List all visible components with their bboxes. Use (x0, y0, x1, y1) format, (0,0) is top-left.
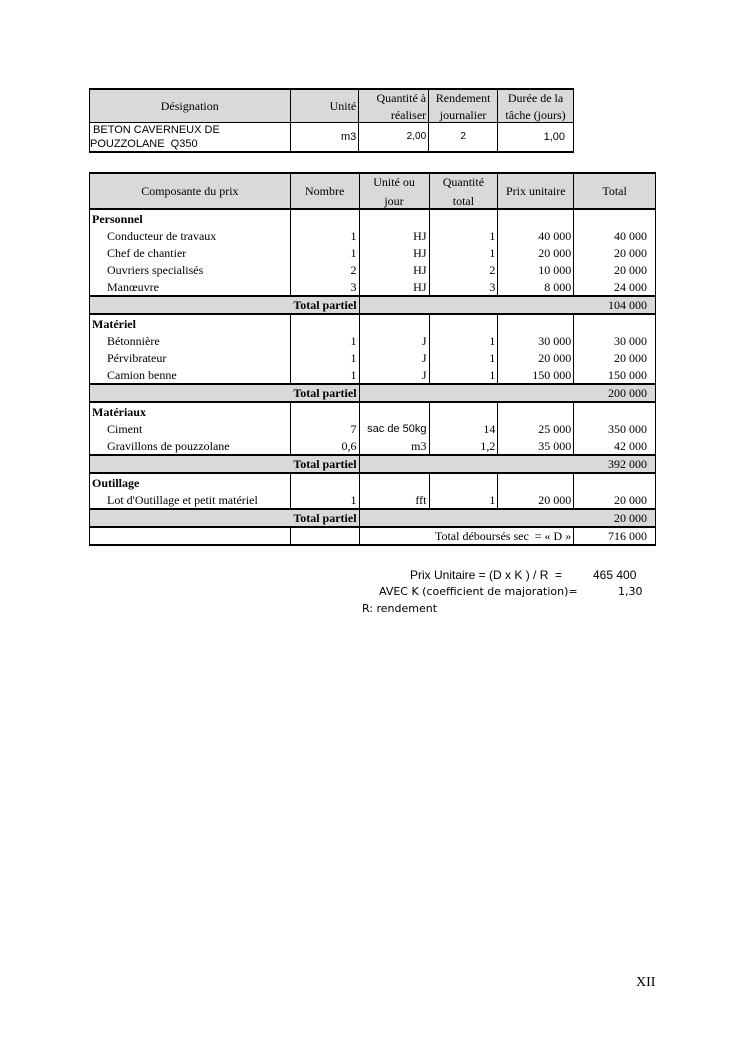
row-prix: 10 000 (498, 261, 574, 278)
empty-cell (429, 473, 498, 491)
table-row (90, 244, 656, 261)
row-unite: J (359, 349, 429, 366)
row-total: 20 000 (574, 491, 656, 509)
rendement-note: R: rendement (362, 602, 438, 615)
subtotal-value: 20 000 (574, 509, 656, 527)
row-name: Ciment (90, 420, 291, 437)
row-total: 350 000 (574, 420, 656, 437)
prix-unitaire-label: Prix Unitaire = (D x K ) / R = (410, 568, 563, 582)
empty-cell (359, 402, 429, 420)
empty-cell (429, 402, 498, 420)
row-unite: fft (359, 491, 429, 509)
header-unite-line1: Unité ou (373, 174, 415, 189)
header-quantite-total (429, 173, 498, 209)
task-row (90, 123, 574, 153)
empty-cell (498, 314, 574, 332)
empty-cell (359, 314, 429, 332)
task-table (89, 88, 574, 153)
subtotal-value: 104 000 (574, 296, 656, 314)
header-duree (498, 89, 574, 123)
row-prix: 30 000 (498, 332, 574, 349)
header-duree-line1: Durée de la (507, 90, 564, 105)
task-duree: 1,00 (498, 123, 574, 153)
task-designation-line1: BETON CAVERNEUX DE (90, 124, 220, 136)
grand-total-row (90, 527, 656, 545)
header-quantite-total-line2: total (452, 193, 475, 208)
row-total: 42 000 (574, 437, 656, 455)
empty-cell (359, 473, 429, 491)
table-row (90, 278, 656, 296)
header-quantite-line1: Quantité à (376, 90, 427, 105)
row-nombre: 1 (290, 491, 359, 509)
row-quantite: 1 (429, 491, 498, 509)
row-unite: J (359, 366, 429, 384)
row-quantite: 1,2 (429, 437, 498, 455)
row-total: 20 000 (574, 261, 656, 278)
row-nombre: 2 (290, 261, 359, 278)
row-quantite: 2 (429, 261, 498, 278)
grand-total-value: 716 000 (574, 527, 656, 545)
header-quantite-line2: réaliser (390, 107, 427, 122)
row-name: Gravillons de pouzzolane (90, 437, 291, 455)
row-unite: m3 (359, 437, 429, 455)
empty-cell (359, 455, 574, 473)
task-designation-line2: POUZZOLANE Q350 (90, 138, 198, 150)
row-prix: 20 000 (498, 244, 574, 261)
prix-unitaire-value: 465 400 (593, 568, 637, 582)
table-row (90, 261, 656, 278)
row-total: 30 000 (574, 332, 656, 349)
empty-cell (90, 527, 291, 545)
header-unite-jour (359, 173, 429, 209)
row-nombre: 1 (290, 349, 359, 366)
header-rendement (429, 89, 498, 123)
subtotal-label: Total partiel (90, 455, 360, 473)
header-quantite (359, 89, 429, 123)
header-nombre: Nombre (290, 173, 359, 209)
row-name: Lot d'Outillage et petit matériel (90, 491, 291, 509)
empty-cell (290, 402, 359, 420)
empty-cell (290, 473, 359, 491)
empty-cell (359, 209, 429, 227)
row-prix: 35 000 (498, 437, 574, 455)
row-quantite: 1 (429, 349, 498, 366)
row-nombre: 1 (290, 332, 359, 349)
subtotal-value: 392 000 (574, 455, 656, 473)
empty-cell (498, 209, 574, 227)
row-unite: sac de 50kg (359, 420, 429, 437)
row-name: Chef de chantier (90, 244, 291, 261)
row-nombre: 7 (290, 420, 359, 437)
task-unite: m3 (290, 123, 359, 153)
row-nombre: 3 (290, 278, 359, 296)
section-title: Personnel (90, 209, 291, 227)
row-prix: 40 000 (498, 227, 574, 244)
subtotal-row (90, 384, 656, 402)
subtotal-label: Total partiel (90, 384, 360, 402)
section-title-row (90, 473, 656, 491)
table-row (90, 437, 656, 455)
row-unite: J (359, 332, 429, 349)
empty-cell (429, 314, 498, 332)
row-unite: HJ (359, 244, 429, 261)
row-quantite: 1 (429, 366, 498, 384)
row-total: 150 000 (574, 366, 656, 384)
row-prix: 8 000 (498, 278, 574, 296)
row-total: 20 000 (574, 244, 656, 261)
empty-cell (359, 384, 574, 402)
row-total: 40 000 (574, 227, 656, 244)
subtotal-value: 200 000 (574, 384, 656, 402)
grand-total-label: Total déboursés sec = « D » (359, 527, 574, 545)
task-rendement: 2 (429, 123, 498, 153)
subtotal-label: Total partiel (90, 509, 360, 527)
subtotal-row (90, 455, 656, 473)
table-row (90, 420, 656, 437)
empty-cell (574, 209, 656, 227)
row-prix: 20 000 (498, 349, 574, 366)
row-quantite: 1 (429, 244, 498, 261)
table-row (90, 332, 656, 349)
price-table (89, 172, 656, 546)
page-number: XII (636, 975, 656, 990)
task-designation (90, 123, 291, 153)
table-row (90, 349, 656, 366)
row-prix: 25 000 (498, 420, 574, 437)
section-title-row (90, 402, 656, 420)
row-total: 20 000 (574, 349, 656, 366)
header-rendement-line2: journalier (439, 107, 487, 122)
subtotal-row (90, 296, 656, 314)
row-nombre: 1 (290, 366, 359, 384)
k-coefficient-label: AVEC K (coefficient de majoration)= (379, 585, 578, 598)
row-quantite: 1 (429, 332, 498, 349)
row-name: Bétonnière (90, 332, 291, 349)
table-row (90, 366, 656, 384)
row-name: Pérvibrateur (90, 349, 291, 366)
empty-cell (429, 209, 498, 227)
empty-cell (498, 473, 574, 491)
section-title: Outillage (90, 473, 291, 491)
empty-cell (574, 314, 656, 332)
row-nombre: 1 (290, 244, 359, 261)
empty-cell (498, 402, 574, 420)
header-prix-unitaire: Prix unitaire (498, 173, 574, 209)
task-quantite: 2,00 (359, 123, 429, 153)
row-prix: 150 000 (498, 366, 574, 384)
section-title: Matériel (90, 314, 291, 332)
empty-cell (359, 509, 574, 527)
empty-cell (574, 402, 656, 420)
k-coefficient-value: 1,30 (618, 585, 643, 598)
header-composante: Composante du prix (90, 173, 291, 209)
row-unite: HJ (359, 278, 429, 296)
price-table-header (90, 173, 656, 209)
row-name: Manœuvre (90, 278, 291, 296)
header-rendement-line1: Rendement (435, 90, 491, 105)
empty-cell (290, 209, 359, 227)
row-name: Conducteur de travaux (90, 227, 291, 244)
row-quantite: 14 (429, 420, 498, 437)
empty-cell (574, 473, 656, 491)
subtotal-label: Total partiel (90, 296, 360, 314)
header-duree-line2: tâche (jours) (505, 107, 566, 122)
empty-cell (290, 527, 359, 545)
row-quantite: 3 (429, 278, 498, 296)
header-unite: Unité (290, 89, 359, 123)
row-unite: HJ (359, 227, 429, 244)
header-designation: Désignation (90, 89, 291, 123)
section-title-row (90, 209, 656, 227)
section-title-row (90, 314, 656, 332)
empty-cell (359, 296, 574, 314)
row-name: Camion benne (90, 366, 291, 384)
row-nombre: 0,6 (290, 437, 359, 455)
section-title: Matériaux (90, 402, 291, 420)
header-quantite-total-line1: Quantité (442, 174, 485, 189)
row-unite: HJ (359, 261, 429, 278)
table-row (90, 227, 656, 244)
row-total: 24 000 (574, 278, 656, 296)
task-table-header (90, 89, 574, 123)
header-total: Total (574, 173, 656, 209)
row-name: Ouvriers specialisés (90, 261, 291, 278)
row-nombre: 1 (290, 227, 359, 244)
subtotal-row (90, 509, 656, 527)
header-unite-line2: jour (384, 193, 404, 208)
row-prix: 20 000 (498, 491, 574, 509)
row-quantite: 1 (429, 227, 498, 244)
table-row (90, 491, 656, 509)
empty-cell (290, 314, 359, 332)
